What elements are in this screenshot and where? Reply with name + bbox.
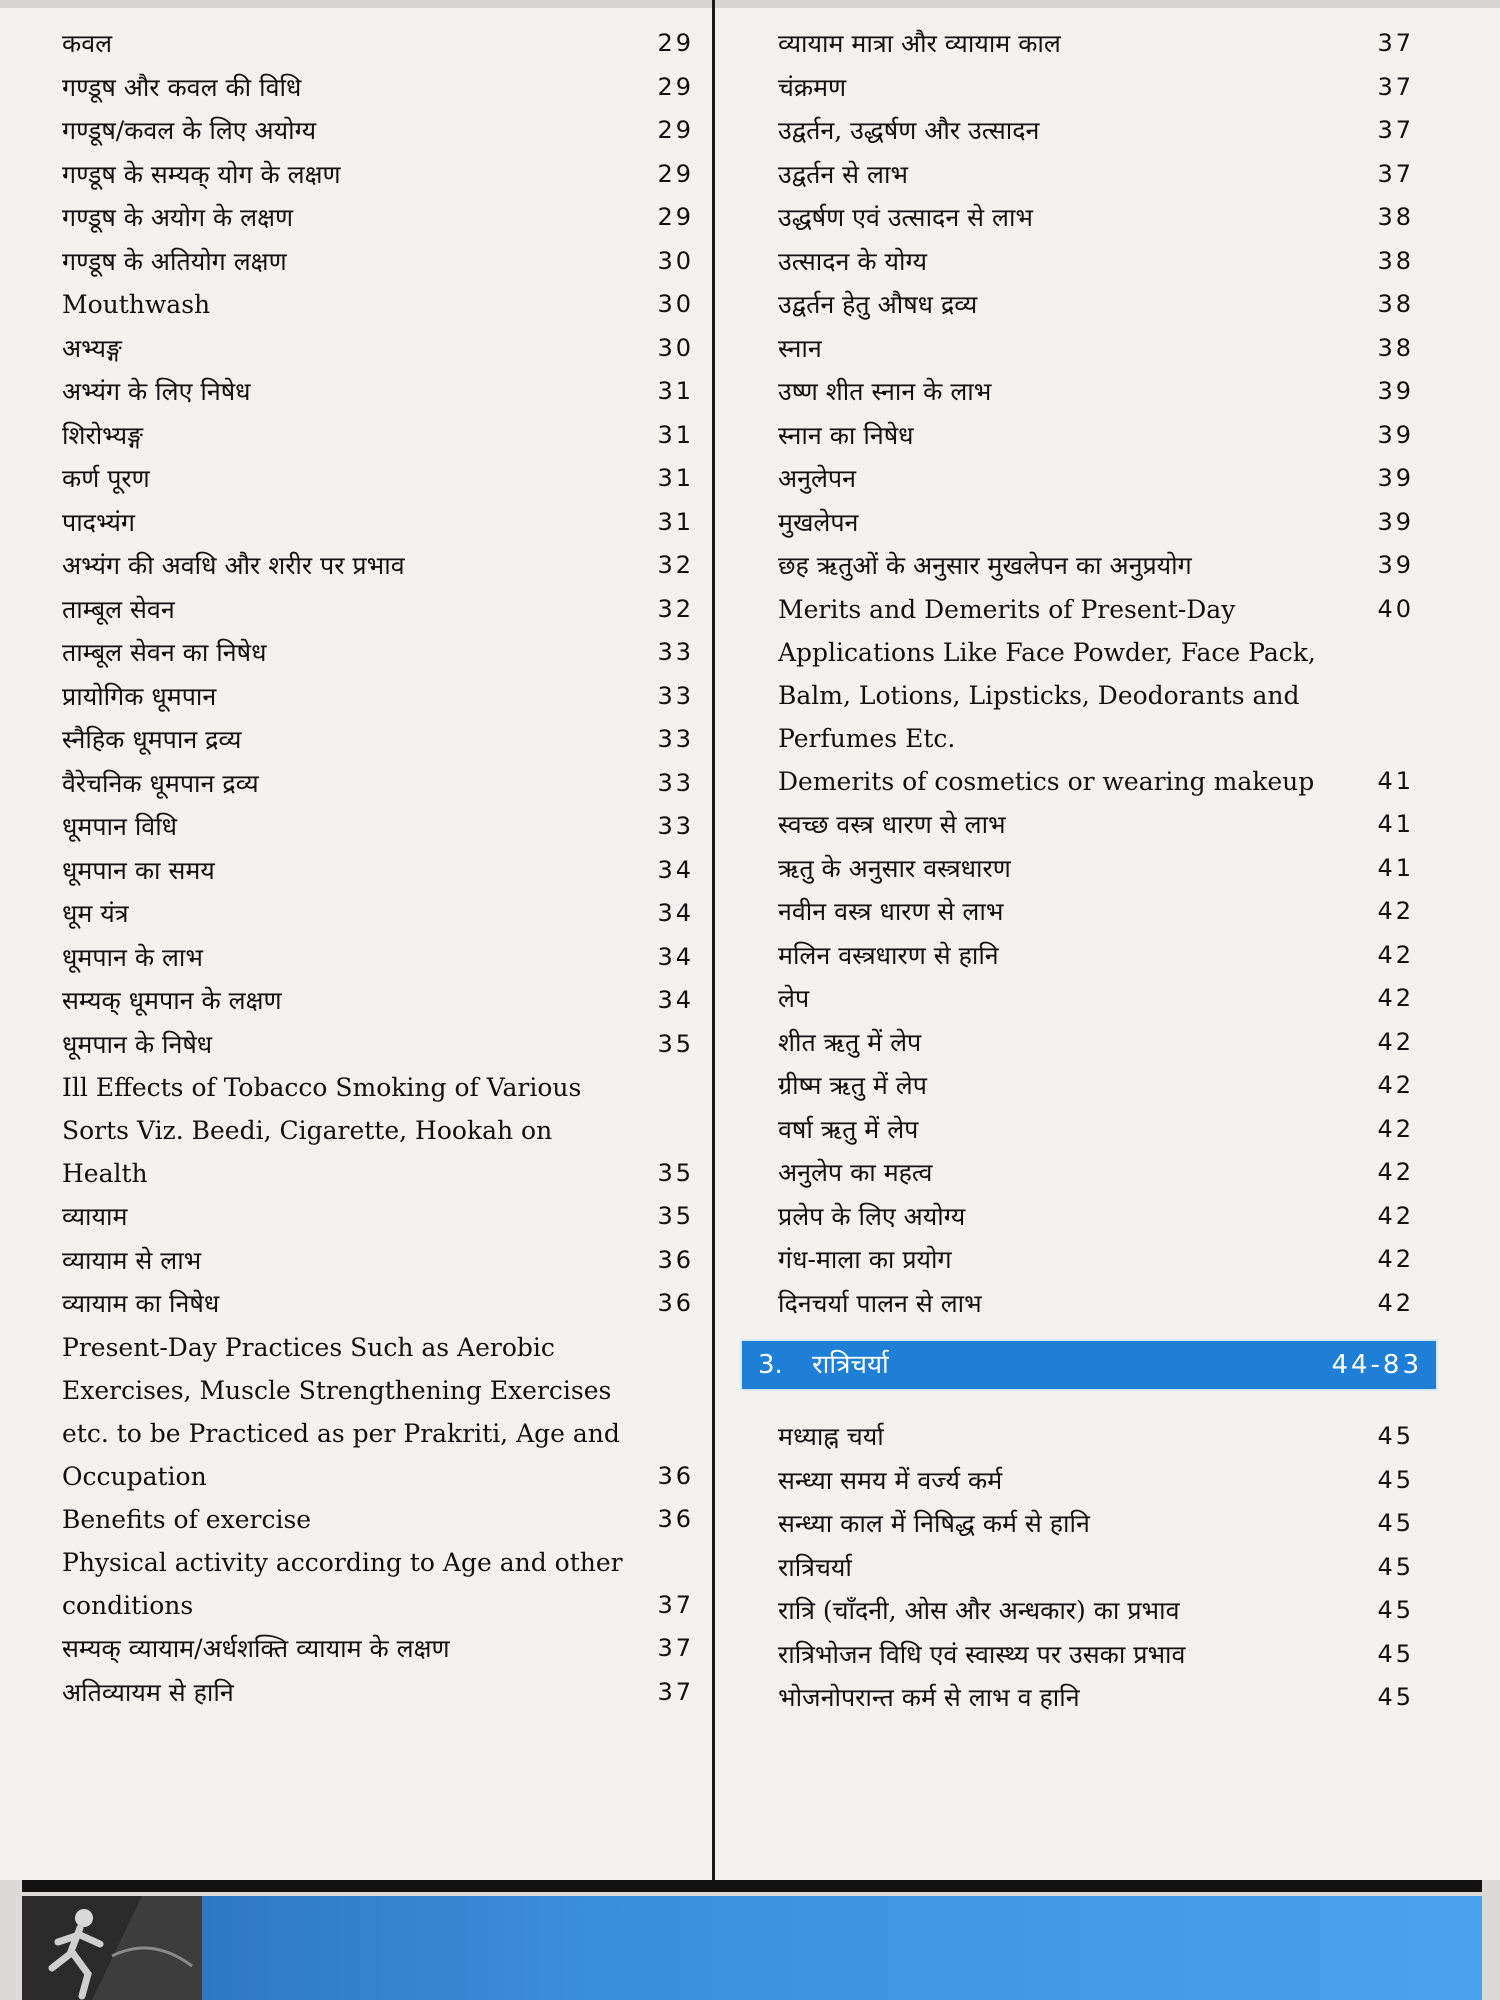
toc-entry-title: ताम्बूल सेवन का निषेध	[62, 638, 267, 667]
toc-entry-title: अभ्यंग की अवधि और शरीर पर प्रभाव	[62, 551, 405, 580]
toc-entry[interactable]	[62, 414, 694, 458]
toc-entry-title: अभ्यंग के लिए निषेध	[62, 377, 251, 406]
toc-entry-page: 38	[1377, 290, 1414, 318]
toc-entry-page: 34	[657, 986, 694, 1014]
toc-entry[interactable]	[778, 327, 1414, 371]
toc-entry[interactable]	[778, 1195, 1414, 1239]
toc-entry-title: धूमपान विधि	[62, 812, 178, 841]
toc-entry-title: स्वच्छ वस्त्र धारण से लाभ	[778, 810, 1006, 839]
toc-entry[interactable]	[778, 501, 1414, 545]
toc-entry-page: 36	[657, 1504, 694, 1533]
toc-entry[interactable]	[778, 1546, 1414, 1590]
toc-entry[interactable]	[778, 1459, 1414, 1503]
toc-entry[interactable]	[62, 1282, 694, 1326]
toc-entry[interactable]	[62, 588, 694, 632]
toc-entry-page: 29	[657, 29, 694, 57]
toc-entry-page: 37	[1377, 29, 1414, 57]
toc-entry-title: पादभ्यंग	[62, 507, 135, 537]
toc-entry[interactable]	[62, 979, 694, 1023]
toc-entry[interactable]	[62, 153, 694, 197]
toc-entry-page: 42	[1377, 1071, 1414, 1099]
toc-entry-page: 37	[657, 1677, 694, 1706]
toc-entry[interactable]	[778, 153, 1414, 197]
toc-entry-page: 36	[657, 1289, 694, 1317]
toc-entry[interactable]	[62, 1326, 694, 1498]
toc-entry[interactable]	[778, 1064, 1414, 1108]
toc-entry-title: गण्डूष/कवल के लिए अयोग्य	[62, 116, 317, 145]
toc-entry-title: लेप	[778, 984, 810, 1013]
toc-entry-title: गण्डूष के सम्यक् योग के लक्षण	[62, 159, 341, 189]
toc-entry-page: 29	[657, 159, 694, 188]
toc-entry-page: 39	[1377, 507, 1414, 536]
toc-entry-title: उद्वर्तन से लाभ	[778, 159, 908, 189]
toc-entry[interactable]	[778, 847, 1414, 891]
toc-entry[interactable]	[778, 1108, 1414, 1152]
toc-entry-page: 31	[657, 420, 694, 449]
toc-entry-page: 33	[657, 812, 694, 840]
toc-entry-title: दिनचर्या पालन से लाभ	[778, 1288, 982, 1318]
toc-right-group-1	[778, 22, 1414, 1325]
toc-entry-title: स्नान	[778, 333, 822, 363]
toc-entry-title: अभ्यङ्ग	[62, 333, 122, 363]
toc-entry[interactable]	[62, 718, 694, 762]
chapter-band[interactable]	[740, 1339, 1438, 1391]
toc-entry-page: 45	[1377, 1422, 1414, 1450]
toc-entry-page: 37	[657, 1634, 694, 1662]
toc-entry-page: 30	[657, 290, 694, 318]
toc-entry[interactable]	[778, 1502, 1414, 1546]
toc-entry-page: 37	[1377, 72, 1414, 101]
toc-entry[interactable]	[778, 457, 1414, 501]
toc-entry-page: 39	[1377, 551, 1414, 579]
toc-entry[interactable]	[62, 196, 694, 240]
toc-entry-page: 36	[657, 1245, 694, 1274]
toc-entry[interactable]	[62, 22, 694, 66]
toc-entry-page: 42	[1377, 1201, 1414, 1230]
toc-entry-page: 33	[657, 768, 694, 797]
toc-entry-title: Mouthwash	[62, 290, 211, 319]
toc-entry-page: 37	[657, 1591, 694, 1619]
toc-entry-page: 39	[1377, 377, 1414, 405]
toc-entry-title: उद्वर्तन, उद्धर्षण और उत्सादन	[778, 116, 1040, 145]
column-divider	[712, 0, 715, 1880]
toc-entry-title: Merits and Demerits of Present-Day Applications Like Face Powder, Face Pack, Balm, Lotions, Lipsticks, Deodorants and Perfumes Etc.	[778, 594, 1316, 753]
toc-entry[interactable]	[62, 1671, 694, 1715]
toc-entry-page: 35	[657, 1159, 694, 1187]
toc-entry-title: सम्यक् धूमपान के लक्षण	[62, 986, 282, 1015]
toc-entry[interactable]	[62, 283, 694, 327]
toc-entry-title: छह ऋतुओं के अनुसार मुखलेपन का अनुप्रयोग	[778, 551, 1192, 580]
toc-entry-title: स्नान का निषेध	[778, 420, 914, 450]
toc-entry-page: 29	[657, 203, 694, 231]
toc-entry[interactable]	[62, 370, 694, 414]
toc-entry-page: 39	[1377, 464, 1414, 492]
toc-entry-page: 35	[657, 1202, 694, 1230]
toc-entry[interactable]	[778, 760, 1414, 804]
toc-entry-title: मुखलेपन	[778, 507, 859, 537]
toc-entry[interactable]	[62, 66, 694, 110]
toc-entry-page: 32	[657, 594, 694, 623]
toc-entry-title: Benefits of exercise	[62, 1504, 312, 1534]
toc-entry-page: 31	[657, 377, 694, 405]
toc-entry[interactable]	[62, 762, 694, 806]
toc-entry[interactable]	[62, 1023, 694, 1067]
toc-entry-title: स्नैहिक धूमपान द्रव्य	[62, 725, 242, 754]
toc-entry-page: 45	[1377, 1552, 1414, 1581]
toc-entry-page: 39	[1377, 420, 1414, 449]
toc-entry[interactable]	[778, 1415, 1414, 1459]
toc-entry[interactable]	[778, 1589, 1414, 1633]
toc-entry[interactable]	[62, 240, 694, 284]
toc-entry-title: ताम्बूल सेवन	[62, 594, 175, 624]
toc-entry-title: Ill Effects of Tobacco Smoking of Various Sorts Viz. Beedi, Cigarette, Hookah on Health	[62, 1073, 582, 1188]
toc-entry[interactable]	[62, 501, 694, 545]
toc-entry[interactable]	[778, 109, 1414, 153]
toc-entry-page: 30	[657, 333, 694, 362]
toc-entry-title: Demerits of cosmetics or wearing makeup	[778, 766, 1315, 796]
top-rule	[0, 0, 1500, 8]
toc-entry[interactable]	[778, 414, 1414, 458]
runner-silhouette-icon	[22, 1896, 202, 2000]
toc-entry-page: 35	[657, 1029, 694, 1058]
toc-entry-title: शीत ऋतु में लेप	[778, 1027, 922, 1057]
toc-entry-page: 37	[1377, 116, 1414, 144]
toc-entry-title: उत्सादन के योग्य	[778, 246, 927, 276]
toc-entry-title: सन्ध्या काल में निषिद्ध कर्म से हानि	[778, 1509, 1090, 1538]
toc-entry-title: सन्ध्या समय में वर्ज्य कर्म	[778, 1465, 1003, 1495]
toc-entry-page: 42	[1377, 1288, 1414, 1317]
toc-entry-title: गण्डूष के अयोग के लक्षण	[62, 203, 294, 232]
toc-entry-page: 42	[1377, 1027, 1414, 1056]
toc-entry-page: 31	[657, 464, 694, 492]
toc-entry[interactable]	[778, 66, 1414, 110]
toc-entry-page: 45	[1377, 1465, 1414, 1494]
toc-entry[interactable]	[778, 370, 1414, 414]
toc-column-left	[62, 22, 694, 1714]
toc-entry-title: व्यायाम से लाभ	[62, 1245, 202, 1275]
toc-entry-title: भोजनोपरान्त कर्म से लाभ व हानि	[778, 1683, 1080, 1712]
toc-column-right	[758, 22, 1422, 1720]
toc-entry[interactable]	[62, 936, 694, 980]
toc-entry-title: गण्डूष और कवल की विधि	[62, 72, 302, 102]
footer-blue-band	[22, 1896, 1482, 2000]
toc-entry-page: 42	[1377, 1114, 1414, 1143]
toc-entry-title: उद्वर्तन हेतु औषध द्रव्य	[778, 290, 978, 319]
toc-entry-page: 42	[1377, 940, 1414, 969]
toc-entry[interactable]	[62, 631, 694, 675]
toc-entry-title: रात्रिचर्या	[778, 1552, 852, 1582]
toc-entry-title: वर्षा ऋतु में लेप	[778, 1114, 919, 1144]
toc-entry[interactable]	[62, 892, 694, 936]
toc-right-group-2	[778, 1415, 1414, 1720]
toc-entry-page: 37	[1377, 159, 1414, 188]
toc-entry-title: नवीन वस्त्र धारण से लाभ	[778, 897, 1004, 926]
toc-entry-title: अतिव्यायम से हानि	[62, 1677, 234, 1707]
toc-entry-page: 41	[1377, 853, 1414, 882]
toc-entry[interactable]	[778, 1676, 1414, 1720]
toc-entry-page: 41	[1377, 810, 1414, 838]
toc-entry[interactable]	[778, 22, 1414, 66]
toc-entry-page: 45	[1377, 1639, 1414, 1668]
toc-entry[interactable]	[62, 1627, 694, 1671]
toc-entry[interactable]	[778, 544, 1414, 588]
toc-entry-title: धूमपान के निषेध	[62, 1029, 213, 1059]
toc-entry-page: 33	[657, 638, 694, 666]
toc-entry[interactable]	[778, 803, 1414, 847]
toc-entry-title: सम्यक् व्यायाम/अर्धशक्ति व्यायाम के लक्षण	[62, 1634, 450, 1663]
toc-entry[interactable]	[778, 1021, 1414, 1065]
toc-entry[interactable]	[778, 1633, 1414, 1677]
toc-entry-page: 45	[1377, 1596, 1414, 1624]
toc-entry[interactable]	[778, 283, 1414, 327]
toc-entry[interactable]	[62, 109, 694, 153]
toc-entry[interactable]	[62, 675, 694, 719]
toc-entry-page: 30	[657, 246, 694, 275]
toc-entry-title: ग्रीष्म ऋतु में लेप	[778, 1071, 927, 1100]
toc-entry-page: 38	[1377, 333, 1414, 362]
toc-entry[interactable]	[778, 1238, 1414, 1282]
chapter-pages: 44-83	[1331, 1350, 1422, 1380]
toc-entry-title: प्रलेप के लिए अयोग्य	[778, 1201, 966, 1231]
toc-entry-page: 34	[657, 942, 694, 971]
toc-entry[interactable]	[62, 1195, 694, 1239]
toc-entry[interactable]	[778, 934, 1414, 978]
toc-entry-page: 29	[657, 72, 694, 101]
toc-entry[interactable]	[62, 457, 694, 501]
toc-entry-title: अनुलेपन	[778, 464, 857, 493]
toc-entry[interactable]	[778, 196, 1414, 240]
toc-entry[interactable]	[62, 805, 694, 849]
toc-entry[interactable]	[62, 327, 694, 371]
toc-entry-title: प्रायोगिक धूमपान	[62, 681, 217, 711]
toc-entry-title: मलिन वस्त्रधारण से हानि	[778, 940, 999, 970]
toc-entry-page: 41	[1377, 766, 1414, 795]
toc-entry-title: उष्ण शीत स्नान के लाभ	[778, 377, 992, 406]
toc-entry-title: Physical activity according to Age and other conditions	[62, 1548, 623, 1620]
toc-entry-page: 34	[657, 899, 694, 927]
toc-entry-page: 34	[657, 855, 694, 884]
toc-entry-title: Present-Day Practices Such as Aerobic Exercises, Muscle Strengthening Exercises etc. to be Practiced as per Prakriti, Age and Occupation	[62, 1332, 620, 1491]
chapter-title: रात्रिचर्या	[812, 1350, 889, 1380]
toc-entry[interactable]	[778, 977, 1414, 1021]
toc-entry-page: 32	[657, 551, 694, 579]
toc-entry[interactable]	[62, 544, 694, 588]
toc-entry-page: 29	[657, 116, 694, 144]
toc-entry-page: 45	[1377, 1683, 1414, 1711]
toc-entry-page: 42	[1377, 984, 1414, 1012]
toc-entry-page: 38	[1377, 203, 1414, 231]
toc-entry-page: 31	[657, 507, 694, 536]
toc-entry-title: कर्ण पूरण	[62, 464, 150, 493]
toc-entry-title: धूमपान के लाभ	[62, 942, 203, 972]
chapter-number: 3.	[758, 1350, 783, 1380]
toc-entry-title: कवल	[62, 29, 113, 58]
toc-entry-title: ऋतु के अनुसार वस्त्रधारण	[778, 853, 1011, 883]
footer-black-bar	[22, 1880, 1482, 1892]
toc-entry[interactable]	[62, 849, 694, 893]
toc-entry[interactable]	[778, 890, 1414, 934]
toc-entry-title: धूम यंत्र	[62, 899, 129, 928]
toc-entry[interactable]	[778, 588, 1414, 760]
toc-entry-page: 42	[1377, 1158, 1414, 1186]
toc-entry-title: अनुलेप का महत्व	[778, 1158, 933, 1187]
toc-entry-page: 33	[657, 681, 694, 710]
toc-entry-title: रात्रि (चाँदनी, ओस और अन्धकार) का प्रभाव	[778, 1596, 1180, 1625]
toc-entry[interactable]	[778, 1282, 1414, 1326]
toc-entry-title: व्यायाम मात्रा और व्यायाम काल	[778, 29, 1061, 58]
toc-entry-page: 42	[1377, 1245, 1414, 1273]
toc-entry-title: व्यायाम का निषेध	[62, 1289, 220, 1318]
toc-entry-page: 42	[1377, 897, 1414, 925]
toc-entry-title: चंक्रमण	[778, 72, 847, 102]
toc-entry[interactable]	[62, 1239, 694, 1283]
toc-entry[interactable]	[62, 1541, 694, 1627]
toc-entry-title: गंध-माला का प्रयोग	[778, 1245, 952, 1274]
toc-entry-page: 33	[657, 725, 694, 753]
toc-entry-page: 36	[657, 1461, 694, 1490]
toc-entry-title: मध्याह्न चर्या	[778, 1422, 884, 1451]
toc-entry-title: वैरेचनिक धूमपान द्रव्य	[62, 768, 259, 798]
toc-entry-page: 40	[1377, 594, 1414, 623]
toc-entry-title: उद्धर्षण एवं उत्सादन से लाभ	[778, 203, 1033, 232]
toc-entry-title: रात्रिभोजन विधि एवं स्वास्थ्य पर उसका प्रभाव	[778, 1639, 1186, 1669]
toc-entry-page: 38	[1377, 246, 1414, 275]
toc-entry[interactable]	[778, 1151, 1414, 1195]
toc-entry[interactable]	[62, 1498, 694, 1542]
toc-entry-title: गण्डूष के अतियोग लक्षण	[62, 246, 287, 276]
toc-entry-title: धूमपान का समय	[62, 855, 215, 885]
toc-entry-page: 45	[1377, 1509, 1414, 1537]
toc-entry-title: व्यायाम	[62, 1202, 128, 1231]
page-footer	[0, 1880, 1500, 2000]
toc-entry-title: शिरोभ्यङ्ग	[62, 420, 143, 450]
toc-entry[interactable]	[778, 240, 1414, 284]
toc-entry[interactable]	[62, 1066, 694, 1195]
